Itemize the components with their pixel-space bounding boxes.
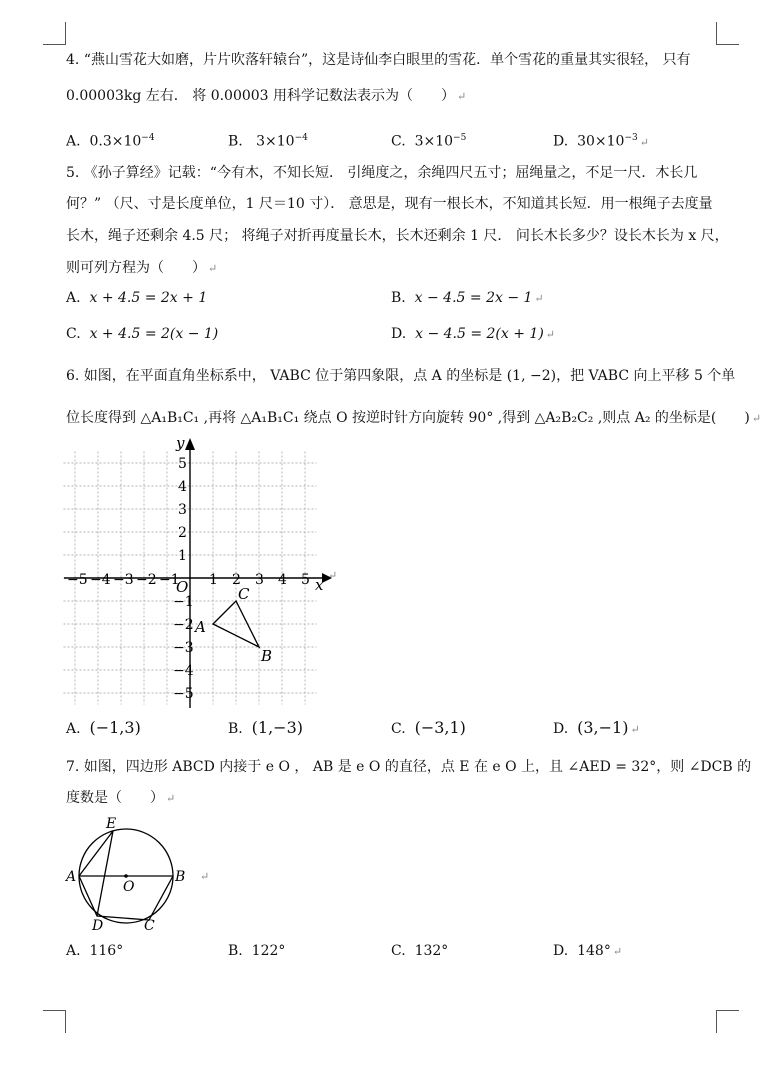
coordinate-grid-figure xyxy=(60,432,340,712)
q7-option-a: A. 116° xyxy=(66,943,124,959)
origin-label: O xyxy=(176,578,189,596)
x-tick-label: −2 xyxy=(136,572,157,588)
crop-mark-top-left xyxy=(43,22,66,45)
y-tick-label: 5 xyxy=(178,456,187,472)
q6-option-c: C. (−3,1) xyxy=(391,718,466,737)
q5-option-a: A. x + 4.5 = 2x + 1 xyxy=(66,290,208,306)
y-tick-label: −3 xyxy=(173,640,194,656)
q6-line-1: 6. 如图，在平面直角坐标系中， VABC 位于第四象限，点 A 的坐标是 (1, −2)，把 VABC 向上平移 5 个单 xyxy=(66,368,736,384)
label-e: E xyxy=(106,816,117,832)
q7-option-c: C. 132° xyxy=(391,943,449,959)
label-d: D xyxy=(92,918,104,934)
x-tick-label: 5 xyxy=(301,572,310,588)
label-a: A xyxy=(66,869,77,885)
y-tick-label: 3 xyxy=(178,502,187,518)
x-tick-label: −5 xyxy=(67,572,88,588)
q5-line-4: 则可列方程为（ ） ↵ xyxy=(66,260,218,276)
y-axis-label: y xyxy=(176,434,185,452)
x-axis-label: x xyxy=(315,576,324,594)
label-o: O xyxy=(123,879,135,895)
label-c: C xyxy=(144,918,155,934)
chords-ae-ed xyxy=(79,831,113,916)
label-b: B xyxy=(175,869,186,885)
q5-line-1: 5. 《孙子算经》记载：“今有木，不知长短． 引绳度之，余绳四尺五寸；屈绳量之，不足一尺．木长几 xyxy=(66,165,698,181)
x-tick-label: 4 xyxy=(278,572,287,588)
vertex-labels xyxy=(193,585,272,665)
q4-option-b: B. $3\times 10^{-4}$ xyxy=(228,133,308,150)
q6-option-d: D. (3,−1) ↵ xyxy=(553,718,640,737)
y-tick-label: −1 xyxy=(173,594,194,610)
q7-line-1: 7. 如图，四边形 ABCD 内接于 e O ， AB 是 e O 的直径，点 E 在 e O 上，且 ∠AED = 32°，则 ∠DCB 的 xyxy=(66,759,752,775)
x-tick-labels xyxy=(67,572,310,588)
x-tick-label: −1 xyxy=(159,572,180,588)
y-tick-label: 1 xyxy=(178,548,187,564)
x-tick-label: 2 xyxy=(232,572,241,588)
q5-option-c: C. x + 4.5 = 2(x − 1) xyxy=(66,326,219,342)
point-label-b: B xyxy=(261,647,273,665)
x-tick-label: −3 xyxy=(113,572,134,588)
q6-line-2: 位长度得到 △A₁B₁C₁ ,再将 △A₁B₁C₁ 绕点 O 按逆时针方向旋转 90° ,得到 △A₂B₂C₂ ,则点 A₂ 的坐标是( ) ↵ xyxy=(66,410,762,426)
center-point xyxy=(124,874,128,878)
q5-line-2: 何？” （尺、寸是长度单位，1 尺＝10 寸）． 意思是，现有一根长木，不知道其长短．用一根绳子去度量 xyxy=(66,196,713,212)
point-label-a: A xyxy=(195,618,206,636)
q5-option-d: D. x − 4.5 = 2(x + 1) ↵ xyxy=(391,326,555,342)
x-tick-label: −4 xyxy=(90,572,111,588)
y-tick-label: −2 xyxy=(173,617,194,633)
crop-mark-bottom-left xyxy=(43,1010,66,1033)
y-tick-label: −5 xyxy=(173,686,194,702)
q7-option-b: B. 122° xyxy=(228,943,286,959)
q4-line-1: 4. “燕山雪花大如磨，片片吹落轩辕台”，这是诗仙李白眼里的雪花．单个雪花的重量其实很轻， 只有 xyxy=(66,52,691,68)
q6-option-b: B. (1,−3) xyxy=(228,718,303,737)
q7-line-2: 度数是（ ） ↵ xyxy=(66,790,176,806)
q5-option-b: B. x − 4.5 = 2x − 1 ↵ xyxy=(391,290,544,306)
q7-option-d: D. 148° ↵ xyxy=(553,943,623,959)
point-label-c: C xyxy=(238,585,250,603)
q4-option-c: C. $3\times 10^{-5}$ xyxy=(391,133,467,150)
x-tick-label: 1 xyxy=(209,572,218,588)
crop-mark-bottom-right xyxy=(716,1010,739,1033)
q4-line-2: 0.00003kg 左右． 将 0.00003 用科学记数法表示为（ ） ↵ xyxy=(66,88,467,104)
q5-line-3: 长木，绳子还剩余 4.5 尺； 将绳子对折再度量长木，长木还剩余 1 尺． 问长木长多少？设长木长为 x 尺， xyxy=(66,228,729,244)
q6-option-a: A. (−1,3) xyxy=(66,718,141,737)
q4-option-a: A. $0.3\times 10^{-4}$ xyxy=(66,133,155,150)
circle-quadrilateral-figure xyxy=(62,812,192,934)
y-tick-label: 2 xyxy=(178,525,187,541)
crop-mark-top-right xyxy=(716,22,739,45)
q4-option-d: D. $30\times 10^{-3}$ ↵ xyxy=(553,133,649,150)
y-tick-label: 4 xyxy=(178,479,187,495)
x-tick-label: 3 xyxy=(255,572,264,588)
y-tick-label: −4 xyxy=(173,663,194,679)
